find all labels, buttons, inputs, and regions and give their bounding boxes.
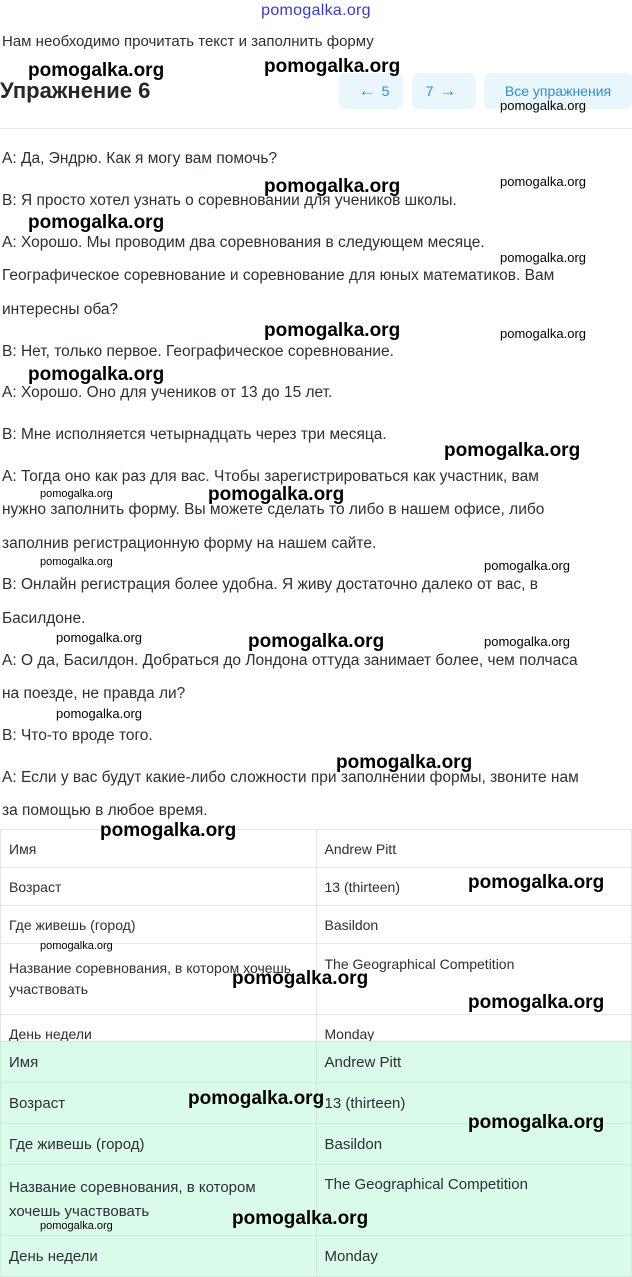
dialogue-line: нужно заполнить форму. Вы можете сделать то либо в нашем офисе, либо: [2, 501, 545, 518]
watermark: pomogalka.org: [484, 558, 570, 573]
dialogue-line: А: Хорошо. Мы проводим два соревнования в следующем месяце.: [2, 234, 485, 251]
answer-table: [0, 1041, 632, 1277]
watermark: pomogalka.org: [264, 176, 401, 197]
answer-value: 13 (thirteen): [316, 1083, 632, 1124]
dialogue-line: А: Если у вас будут какие-либо сложности при заполнении формы, звоните нам: [2, 769, 579, 786]
table-row: [1, 1042, 632, 1083]
arrow-right-icon: →: [439, 81, 457, 100]
watermark: pomogalka.org: [232, 1208, 369, 1229]
watermark: pomogalka.org: [500, 326, 586, 341]
next-exercise-button[interactable]: [412, 73, 476, 109]
form-label: Где живешь (город): [1, 906, 317, 944]
answer-label: День недели: [1, 1236, 317, 1277]
table-row: [1, 1236, 632, 1277]
watermark: pomogalka.org: [56, 630, 142, 645]
watermark: pomogalka.org: [468, 992, 605, 1013]
next-exercise-label: 7: [425, 83, 434, 99]
watermark: pomogalka.org: [248, 631, 385, 652]
arrow-left-icon: ←: [358, 81, 376, 100]
site-watermark-top: pomogalka.org: [261, 2, 371, 19]
watermark: pomogalka.org: [28, 212, 165, 233]
answer-value: Basildon: [316, 1124, 632, 1165]
dialogue-line: А: Тогда оно как раз для вас. Чтобы зарегистрироваться как участник, вам: [2, 468, 539, 485]
watermark: pomogalka.org: [28, 364, 165, 385]
form-value: Basildon: [316, 906, 632, 944]
watermark: pomogalka.org: [40, 556, 113, 568]
watermark: pomogalka.org: [56, 706, 142, 721]
watermark: pomogalka.org: [264, 320, 401, 341]
form-label: Имя: [1, 830, 317, 868]
dialogue-line: В: Я просто хотел узнать о соревновании для учеников школы.: [2, 192, 457, 209]
answer-label: Название соревнования, в котором хочешь участвовать: [1, 1165, 317, 1236]
watermark: pomogalka.org: [336, 752, 473, 773]
watermark: pomogalka.org: [468, 1112, 605, 1133]
answer-label: Имя: [1, 1042, 317, 1083]
table-row: [1, 906, 632, 944]
dialogue-line: В: Нет, только первое. Географическое соревнование.: [2, 343, 394, 360]
dialogue-line: В: Мне исполняется четырнадцать через три месяца.: [2, 426, 387, 443]
watermark: pomogalka.org: [40, 940, 113, 952]
dialogue-line: В: Онлайн регистрация более удобна. Я живу достаточно далеко от вас, в: [2, 576, 538, 593]
prev-exercise-button[interactable]: [339, 73, 403, 109]
watermark: pomogalka.org: [28, 60, 165, 81]
form-value: Monday: [316, 1015, 632, 1053]
answer-label: Где живешь (город): [1, 1124, 317, 1165]
dialogue-line: на поезде, не правда ли?: [2, 685, 186, 702]
watermark: pomogalka.org: [500, 98, 586, 113]
dialogue-line: Географическое соревнование и соревнование для юных математиков. Вам: [2, 267, 555, 284]
form-value: 13 (thirteen): [316, 868, 632, 906]
dialogue-line: заполнив регистрационную форму на нашем сайте.: [2, 535, 377, 552]
page-title: Упражнение 6: [0, 78, 151, 103]
task-description: Нам необходимо прочитать текст и заполнить форму: [2, 33, 374, 50]
watermark: pomogalka.org: [40, 1220, 113, 1232]
watermark: pomogalka.org: [208, 484, 345, 505]
all-exercises-button[interactable]: Все упражнения: [484, 73, 632, 109]
dialogue-line: А: О да, Басилдон. Добраться до Лондона оттуда занимает более, чем полчаса: [2, 652, 578, 669]
watermark: pomogalka.org: [188, 1088, 325, 1109]
form-label: Возраст: [1, 868, 317, 906]
watermark: pomogalka.org: [444, 440, 581, 461]
watermark: pomogalka.org: [500, 250, 586, 265]
answer-value: The Geographical Competition: [316, 1165, 632, 1236]
prev-exercise-label: 5: [381, 83, 390, 99]
watermark: pomogalka.org: [40, 488, 113, 500]
answer-value: Andrew Pitt: [316, 1042, 632, 1083]
dialogue-line: Басилдоне.: [2, 610, 86, 627]
watermark: pomogalka.org: [468, 872, 605, 893]
dialogue-line: интересны оба?: [2, 301, 119, 318]
form-label: День недели: [1, 1015, 317, 1053]
watermark: pomogalka.org: [100, 820, 237, 841]
form-value: Andrew Pitt: [316, 830, 632, 868]
answer-value: Monday: [316, 1236, 632, 1277]
watermark: pomogalka.org: [484, 634, 570, 649]
dialogue-line: А: Хорошо. Оно для учеников от 13 до 15 лет.: [2, 384, 333, 401]
dialogue-line: А: Да, Эндрю. Как я могу вам помочь?: [2, 150, 278, 167]
watermark: pomogalka.org: [232, 968, 369, 989]
table-row: [1, 830, 632, 868]
form-label: Название соревнования, в котором хочешь участвовать: [1, 944, 317, 1015]
form-value: The Geographical Competition: [316, 944, 632, 1015]
watermark: pomogalka.org: [264, 56, 401, 77]
watermark: pomogalka.org: [500, 174, 586, 189]
dialogue-line: В: Что-то вроде того.: [2, 727, 153, 744]
dialogue-line: за помощью в любое время.: [2, 802, 208, 819]
answer-label: Возраст: [1, 1083, 317, 1124]
